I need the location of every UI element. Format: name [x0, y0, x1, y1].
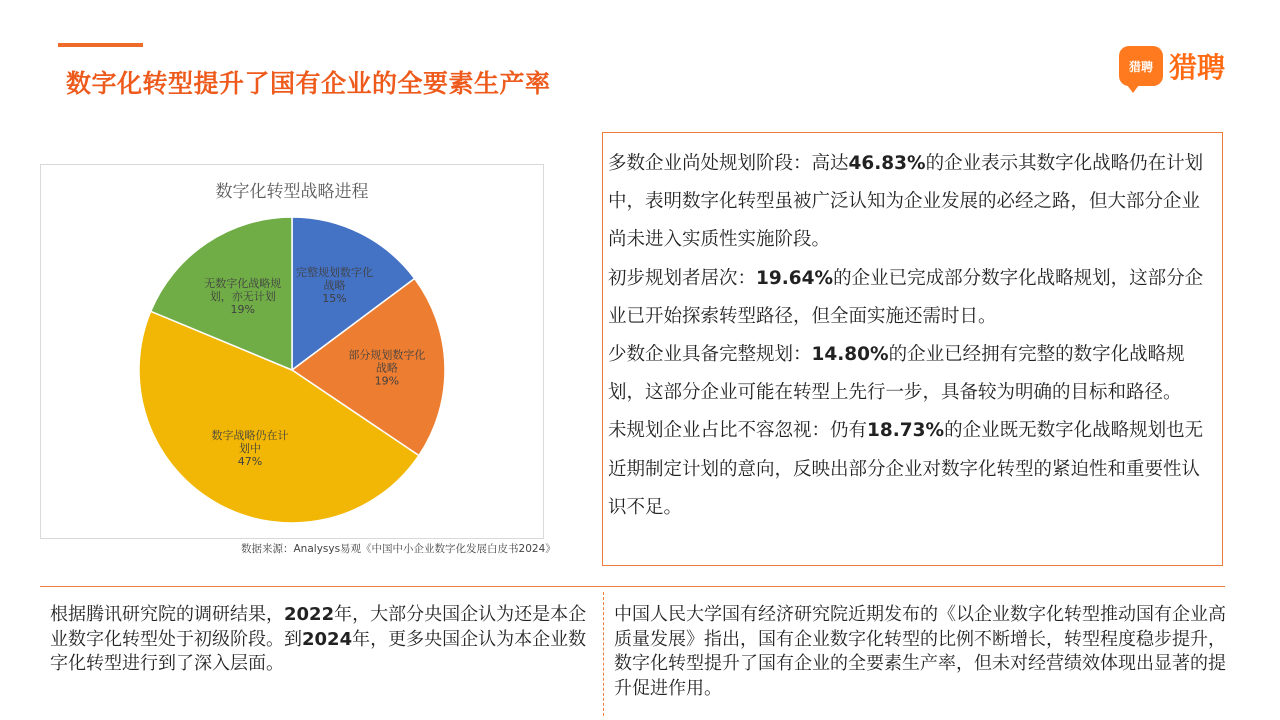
column-divider — [603, 592, 604, 716]
finding-item: 未规划企业占比不容忽视：仍有18.73%的企业既无数字化战略规划也无近期制定计划的意向，反映出部分企业对数字化转型的紧迫性和重要性认识不足。 — [608, 420, 1204, 518]
finding-item: 多数企业尚处规划阶段：高达46.83%的企业表示其数字化战略仍在计划中，表明数字化转型虽被广泛认知为企业发展的必经之路，但大部分企业尚未进入实质性实施阶段。 — [608, 153, 1204, 251]
pie-slice-label: 数字战略仍在计划中 47% — [211, 429, 289, 469]
data-source-note: 数据来源：Analysys易观《中国中小企业数字化发展白皮书2024》 — [241, 543, 556, 555]
tencent-research-note: 根据腾讯研究院的调研结果，2022年，大部分央国企认为还是本企业数字化转型处于初级阶段。到2024年，更多央国企认为本企业数字化转型进行到了深入层面。 — [50, 604, 587, 674]
page-title: 数字化转型提升了国有企业的全要素生产率 — [66, 69, 551, 98]
title-accent-bar — [58, 43, 143, 47]
liepin-logo — [1119, 45, 1225, 87]
chart-title: 数字化转型战略进程 — [215, 182, 369, 202]
section-divider — [40, 586, 1225, 587]
renmin-university-note: 中国人民大学国有经济研究院近期发布的《以企业数字化转型推动国有企业高质量发展》指出，国有企业数字化转型的比例不断增长，转型程度稳步提升，数字化转型提升了国有企业的全要素生产率，但未对经营绩效体现出显著的提升促进作用。 — [614, 604, 1226, 699]
pie-chart-panel — [40, 164, 544, 539]
finding-highlight: 14.80% — [811, 344, 889, 366]
finding-item: 少数企业具备完整规划：14.80%的企业已经拥有完整的数字化战略规划，这部分企业可能在转型上先行一步，具备较为明确的目标和路径。 — [608, 344, 1185, 404]
findings-panel — [602, 132, 1223, 566]
pie-slice-label: 完整规划数字化战略 15% — [296, 266, 374, 306]
pie-slice-label: 无数字化战略规划，亦无计划 19% — [204, 277, 282, 317]
finding-highlight: 18.73% — [867, 420, 945, 442]
finding-item: 初步规划者居次：19.64%的企业已完成部分数字化战略规划，这部分企业已开始探索转型路径，但全面实施还需时日。 — [608, 267, 1204, 327]
finding-highlight: 19.64% — [756, 267, 834, 289]
logo-badge-icon: 猎聘 — [1119, 46, 1163, 86]
logo-brand-text: 猎聘 — [1169, 51, 1226, 84]
pie-slice-label: 部分规划数字化战略 19% — [348, 348, 426, 388]
finding-highlight: 46.83% — [848, 153, 926, 174]
pie-chart — [41, 165, 543, 538]
